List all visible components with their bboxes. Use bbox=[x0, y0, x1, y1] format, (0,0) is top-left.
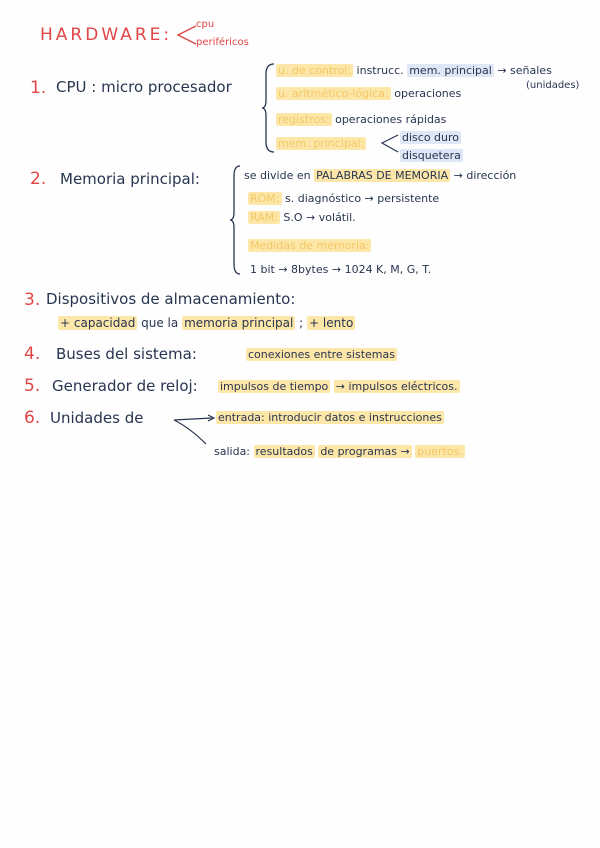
memory-rom-text: s. diagnóstico → persistente bbox=[285, 192, 440, 205]
section-1-heading: CPU : micro procesador bbox=[56, 78, 232, 96]
units-output-ports: puertos. bbox=[417, 445, 463, 458]
section-3-number: 3. bbox=[24, 290, 41, 310]
cpu-control-label: u. de control: bbox=[278, 64, 352, 77]
storage-separator: ; bbox=[299, 316, 304, 330]
page-title: HARDWARE: bbox=[40, 25, 173, 45]
cpu-alu-label: u. aritmético-lógica: bbox=[278, 87, 389, 100]
units-output-label: salida: bbox=[214, 445, 251, 458]
memory-ram-row bbox=[248, 212, 356, 223]
cpu-mem-row bbox=[276, 138, 366, 149]
buses-text: conexiones entre sistemas bbox=[248, 348, 395, 361]
section-5-number: 5. bbox=[24, 376, 41, 396]
section-2-number: 2. bbox=[30, 169, 47, 189]
arrow-split-icon bbox=[378, 132, 400, 158]
header-sub-perifericos: periféricos bbox=[196, 37, 249, 48]
memory-divide-text: se divide en bbox=[244, 169, 311, 182]
section-4-heading: Buses del sistema: bbox=[56, 345, 197, 363]
units-input: entrada: introducir datos e instrucciones bbox=[218, 411, 442, 424]
cpu-alu-row bbox=[276, 88, 461, 99]
cpu-control-sub: (unidades) bbox=[526, 80, 580, 91]
memory-ram-text: S.O → volátil. bbox=[283, 211, 356, 224]
units-output-results: resultados bbox=[255, 445, 313, 458]
storage-slower: + lento bbox=[309, 316, 354, 330]
memory-rom-label: ROM: bbox=[250, 192, 280, 205]
units-output-programs: de programas → bbox=[320, 445, 410, 458]
memory-divide-row bbox=[244, 170, 516, 181]
section-2-heading: Memoria principal: bbox=[60, 170, 200, 188]
cpu-registers-row bbox=[276, 114, 446, 125]
cpu-registers-label: registros: bbox=[278, 113, 330, 126]
cpu-registers-text: operaciones rápidas bbox=[335, 113, 447, 126]
clock-electric: → impulsos eléctricos. bbox=[335, 380, 458, 393]
brace-icon bbox=[262, 62, 276, 154]
cpu-mem-floppy: disquetera bbox=[402, 149, 461, 162]
storage-memory: memoria principal bbox=[184, 316, 294, 330]
units-output-row bbox=[214, 446, 465, 457]
section-4-number: 4. bbox=[24, 344, 41, 364]
storage-compare-row bbox=[58, 317, 355, 329]
memory-units: 1 bit → 8bytes → 1024 K, M, G, T. bbox=[250, 263, 432, 276]
memory-rom-row bbox=[248, 193, 439, 204]
cpu-control-row bbox=[276, 65, 552, 76]
section-6-heading: Unidades de bbox=[50, 409, 144, 427]
brace-icon bbox=[230, 164, 242, 276]
header-sub-cpu: cpu bbox=[196, 19, 215, 30]
clock-time: impulsos de tiempo bbox=[220, 380, 329, 393]
section-1-number: 1. bbox=[30, 78, 47, 98]
memory-address: → dirección bbox=[453, 169, 517, 182]
memory-measures-label: Medidas de memoria: bbox=[250, 239, 370, 252]
cpu-control-out: → señales bbox=[497, 64, 552, 77]
clock-row bbox=[218, 381, 460, 392]
memory-ram-label: RAM: bbox=[250, 211, 278, 224]
section-3-heading: Dispositivos de almacenamiento: bbox=[46, 290, 296, 308]
cpu-control-mem: mem. principal bbox=[409, 64, 492, 77]
cpu-mem-label: mem. principal: bbox=[278, 137, 365, 150]
storage-capacity: + capacidad bbox=[60, 316, 136, 330]
memory-words: PALABRAS DE MEMORIA bbox=[316, 169, 449, 182]
section-6-number: 6. bbox=[24, 408, 41, 428]
arrow-split-icon bbox=[172, 410, 218, 450]
cpu-control-text: instrucc. bbox=[356, 64, 404, 77]
cpu-alu-text: operaciones bbox=[394, 87, 462, 100]
cpu-mem-disk: disco duro bbox=[402, 131, 460, 144]
section-5-heading: Generador de reloj: bbox=[52, 377, 198, 395]
storage-than: que la bbox=[141, 316, 179, 330]
memory-measures-row bbox=[248, 240, 371, 251]
arrow-split-icon bbox=[172, 22, 198, 48]
